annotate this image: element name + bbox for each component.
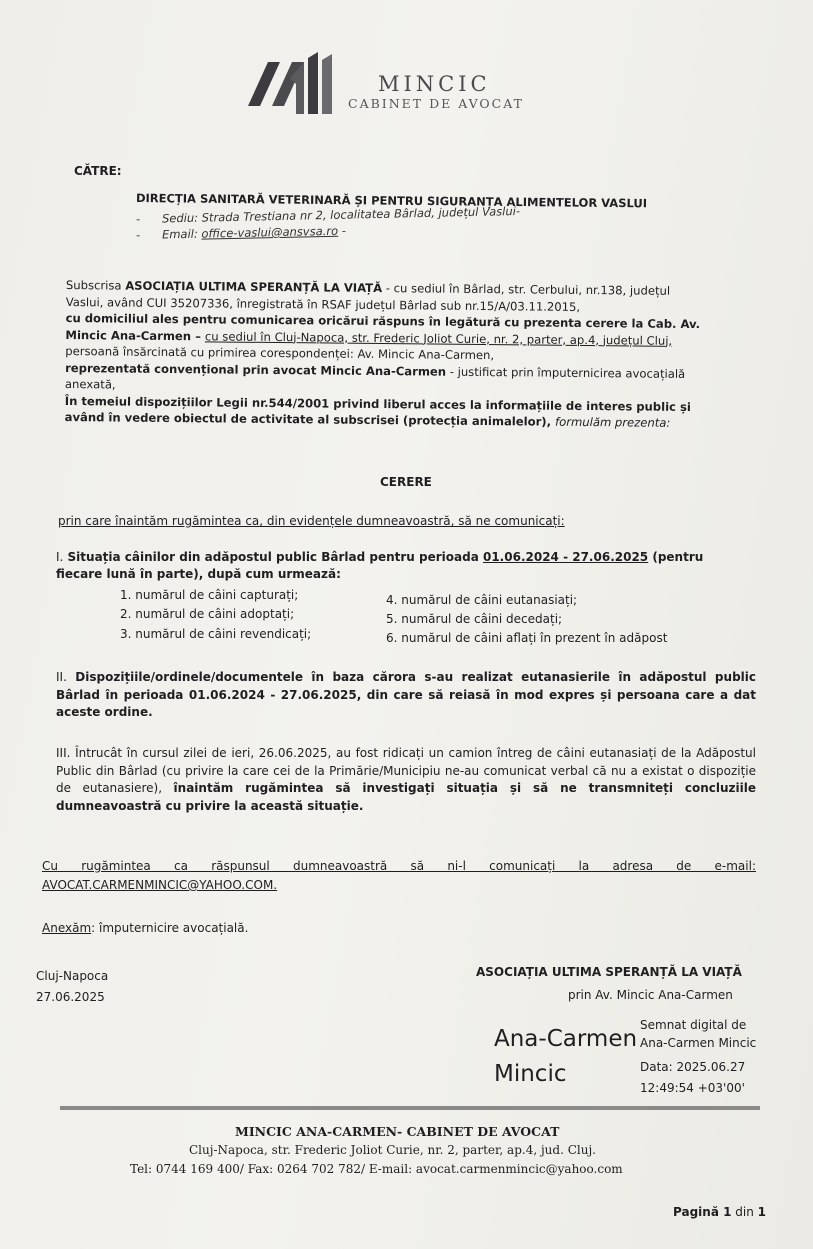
list-item: 4. numărul de câini eutanasiați;: [386, 593, 578, 607]
intro-text: - cu sediul în Bârlad, str. Cerbului, nr.138, județul: [382, 281, 671, 298]
list-item: 3. numărul de câini revendicați;: [120, 627, 312, 641]
list-item: 6. numărul de câini aflați în prezent în adăpost: [386, 631, 668, 645]
section-text: Situația câinilor din adăpostul public Bârlad pentru perioada: [63, 550, 483, 564]
intro-text: Subscrisa: [65, 277, 126, 293]
closing-organization: ASOCIAȚIA ULTIMA SPERANȚĂ LA VIAȚĂ: [476, 965, 742, 979]
mincic-logo-icon: [246, 50, 338, 120]
intro-line: În temeiul dispozițiilor Legii nr.544/2001 privind liberul acces la informațiile de interes public și: [64, 393, 691, 414]
list-item: 5. numărul de câini decedați;: [386, 612, 563, 626]
closing-date: 27.06.2025: [36, 990, 105, 1004]
list-item: 2. numărul de câini adoptați;: [120, 607, 295, 621]
intro-text: având în vedere obiectul de activitate al subscrisei (protecția animalelor),: [64, 409, 556, 429]
request-intro: prin care înaintăm rugămintea ca, din evidențele dumneavoastră, să ne comunicați:: [58, 514, 565, 528]
page-number: [673, 1205, 766, 1219]
intro-text: formulăm prezenta:: [555, 414, 671, 430]
section-text: (pentru: [648, 550, 704, 564]
lawyer-address: cu sediul în Cluj-Napoca, str. Frederic Joliot Curie, nr. 2, parter, ap.4, județul Cluj,: [204, 328, 673, 348]
reply-request: Cu rugămintea ca răspunsul dumneavoastră să ni-l comunicați la adresa de e-mail: AVOCAT.CARMENMINCIC@YAHOO.COM.: [42, 859, 756, 892]
annex-text: : împuternicire avocațială.: [91, 921, 249, 935]
letterhead-name: MINCIC: [378, 72, 491, 96]
footer-office: MINCIC ANA-CARMEN- CABINET DE AVOCAT: [235, 1124, 560, 1139]
section-2: [56, 669, 756, 722]
section-period: 01.06.2024 - 27.06.2025: [482, 550, 649, 564]
recipient-email-suffix: -: [337, 223, 347, 238]
footer-contact: Tel: 0744 169 400/ Fax: 0264 702 782/ E-mail: avocat.carmenmincic@yahoo.com: [130, 1162, 623, 1176]
section-3: [56, 745, 756, 815]
recipient-email-prefix: Email:: [161, 226, 202, 242]
annex-label: Anexăm: [42, 921, 92, 935]
page-current: 1: [723, 1205, 732, 1219]
closing-representative: prin Av. Mincic Ana-Carmen: [568, 988, 733, 1002]
annex-line: [42, 921, 248, 935]
signature-signer: Ana-Carmen Mincic: [640, 1036, 757, 1050]
section-1-line-1: [56, 550, 703, 564]
letterhead-subtitle: CABINET DE AVOCAT: [348, 96, 524, 111]
section-text: Dispozițiile/ordinele/documentele în baza cărora s-au realizat eutanasierile în adăpostul public Bârlad în perioada 01.06.2024 - 27.06.2025, din care să reiasă în mod expres și persoana care a dat aceste ordine.: [56, 670, 756, 719]
signature-time: 12:49:54 +03'00': [640, 1081, 745, 1095]
recipient-email-link[interactable]: office-vaslui@ansvsa.ro: [201, 223, 339, 241]
recipient-email-line: - Email: office-vaslui@ansvsa.ro -: [135, 223, 347, 242]
request-title: CERERE: [380, 475, 432, 489]
recipient-institution: DIRECȚIA SANITARĂ VETERINARĂ ȘI PENTRU SIGURANȚA ALIMENTELOR VASLUI: [135, 191, 648, 211]
section-number: II.: [56, 670, 67, 684]
recipient-seat-text: Sediu: Strada Trestiana nr 2, localitatea Bârlad, județul Vaslui-: [161, 203, 521, 226]
section-text: III. Întrucât în cursul zilei de ieri, 26.06.2025, au fost ridicați un camion întreg de câini eutanasiați de la Adăpostul Public din Bârlad (cu privire la care cei de la Primărie/Municipiu ne-au comunicat verbal că nu a existat o dispoziție de eutanasiere),: [56, 746, 756, 795]
page-total: 1: [757, 1205, 766, 1219]
intro-line: anexată,: [64, 376, 116, 392]
page-prefix: Pagină: [673, 1205, 724, 1219]
recipient-seat: - Sediu: Strada Trestiana nr 2, localitatea Bârlad, județul Vaslui-: [135, 203, 521, 226]
signature-name-line-1: Ana-Carmen: [494, 1026, 638, 1052]
recipient-label: CĂTRE:: [74, 164, 122, 178]
signature-name-line-2: Mincic: [494, 1061, 567, 1087]
intro-paragraph: [65, 277, 766, 432]
list-item: 1. numărul de câini capturați;: [120, 588, 299, 602]
intro-line: cu domiciliul ales pentru comunicarea oricărui răspuns în legătură cu prezenta cerere la Cab. Av.: [65, 310, 701, 332]
intro-text: - justificat prin împuternicirea avocațială: [446, 364, 686, 381]
page-separator: din: [731, 1205, 758, 1219]
footer-address: Cluj-Napoca, str. Frederic Joliot Curie, nr. 2, parter, ap.4, jud. Cluj.: [189, 1143, 596, 1157]
signature-label: Semnat digital de: [640, 1018, 747, 1032]
section-1-line-2: fiecare lună în parte), după cum urmează:: [56, 567, 341, 581]
signature-date: Data: 2025.06.27: [640, 1060, 746, 1074]
intro-line: persoană însărcinată cu primirea corespondenței: Av. Mincic Ana-Carmen,: [65, 343, 495, 363]
association-name: ASOCIAȚIA ULTIMA SPERANȚĂ LA VIAȚĂ: [125, 278, 383, 296]
intro-line: Vaslui, având CUI 35207336, înregistrată în RSAF județul Bârlad sub nr.15/A/03.11.2015,: [65, 294, 581, 314]
representation-text: reprezentată convențional prin avocat Mincic Ana-Carmen: [65, 360, 447, 379]
closing-place: Cluj-Napoca: [36, 969, 109, 983]
lawyer-name: Mincic Ana-Carmen –: [65, 327, 206, 343]
section-text-bold: înaintăm rugămintea să investigați situația și să ne transmniteți concluziile dumneavoastră cu privire la această situație.: [56, 781, 757, 813]
section-number: I.: [56, 550, 64, 564]
footer-divider: [60, 1106, 760, 1110]
